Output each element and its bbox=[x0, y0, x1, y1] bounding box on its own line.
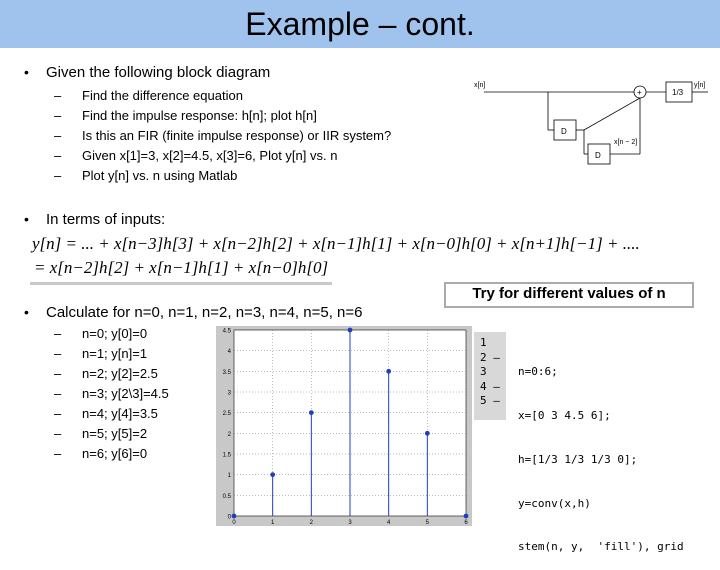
bullet-dot: • bbox=[24, 304, 29, 320]
dash: – bbox=[54, 88, 62, 103]
x-tick-label: 6 bbox=[464, 520, 468, 526]
try-callout: Try for different values of n bbox=[444, 282, 694, 308]
bullet-given-diagram: Given the following block diagram bbox=[46, 64, 271, 81]
sub-item: – Plot y[n] vs. n using Matlab bbox=[54, 166, 391, 186]
y-tick-label: 3 bbox=[227, 390, 231, 397]
sub-item: – Find the impulse response: h[n]; plot h[n] bbox=[54, 106, 391, 126]
x-tick-label: 4 bbox=[386, 520, 391, 526]
sub-list-1 bbox=[54, 86, 391, 186]
dash: – bbox=[54, 168, 62, 183]
diagram-delay2: D bbox=[595, 151, 601, 160]
stem-marker bbox=[309, 410, 314, 415]
dash: – bbox=[54, 108, 62, 123]
dash: – bbox=[54, 128, 62, 143]
sub-item: – n=0; y[0]=0 bbox=[54, 324, 169, 344]
slide-title: Example – cont. bbox=[245, 6, 475, 42]
sub-item: – n=4; y[4]=3.5 bbox=[54, 404, 169, 424]
dash: – bbox=[54, 326, 62, 341]
dash: – bbox=[54, 386, 62, 401]
y-tick-label: 4.5 bbox=[222, 328, 231, 335]
dash: – bbox=[54, 426, 62, 441]
y-tick-label: 0 bbox=[227, 514, 231, 521]
y-tick-label: 1 bbox=[227, 473, 231, 480]
sub-item: – n=2; y[2]=2.5 bbox=[54, 364, 169, 384]
equation-line2: = x[n−2]h[2] + x[n−1]h[1] + x[n−0]h[0] bbox=[30, 258, 332, 285]
stem-marker bbox=[270, 472, 275, 477]
x-tick-label: 1 bbox=[270, 520, 275, 526]
bullet-dot: • bbox=[24, 211, 29, 227]
x-tick-label: 3 bbox=[348, 520, 352, 526]
dash: – bbox=[54, 446, 62, 461]
stem-marker bbox=[464, 514, 469, 519]
sub-item: – Is this an FIR (finite impulse response) or IIR system? bbox=[54, 126, 391, 146]
line-number: 2 – bbox=[480, 350, 500, 364]
stem-marker bbox=[386, 369, 391, 374]
diagram-input: x[n] bbox=[474, 82, 486, 89]
sub-item: – n=1; y[n]=1 bbox=[54, 344, 169, 364]
dash: – bbox=[54, 406, 62, 421]
diagram-sum: + bbox=[637, 88, 642, 97]
bullet-calculate: Calculate for n=0, n=1, n=2, n=3, n=4, n=5, n=6 bbox=[46, 304, 363, 321]
line-number: 4 – bbox=[480, 379, 500, 393]
x-tick-label: 5 bbox=[425, 520, 430, 526]
x-tick-label: 2 bbox=[309, 520, 314, 526]
bullet-dot: • bbox=[24, 64, 29, 80]
y-tick-label: 2.5 bbox=[222, 411, 231, 418]
sub-item: – n=5; y[5]=2 bbox=[54, 424, 169, 444]
line-number: 1 bbox=[480, 336, 487, 349]
sub-item: – n=6; y[6]=0 bbox=[54, 444, 169, 464]
y-tick-label: 3.5 bbox=[222, 369, 231, 376]
line-number: 3 bbox=[480, 365, 487, 379]
code-line: n=0:6; bbox=[518, 365, 558, 379]
bullet-in-terms-of-inputs: In terms of inputs: bbox=[46, 211, 166, 228]
code-line: h=[1/3 1/3 1/3 0]; bbox=[518, 452, 638, 466]
sub-list-3 bbox=[54, 324, 169, 464]
stem-marker bbox=[232, 514, 237, 519]
diagram-delay1: D bbox=[561, 127, 567, 136]
diagram-output: y[n] bbox=[694, 82, 706, 89]
sub-item: – n=3; y[2\3]=4.5 bbox=[54, 384, 169, 404]
code-line: stem(n, y, 'fill'), grid bbox=[518, 540, 684, 554]
equation-line1: y[n] = ... + x[n−3]h[3] + x[n−2]h[2] + x[n−1]h[1] + x[n−0]h[0] + x[n+1]h[−1] + .... bbox=[32, 234, 640, 253]
x-tick-label: 0 bbox=[232, 520, 236, 526]
dash: – bbox=[54, 148, 62, 163]
matlab-code bbox=[518, 336, 684, 570]
diagram-tap: x[n − 2] bbox=[614, 139, 638, 146]
y-tick-label: 0.5 bbox=[222, 493, 231, 500]
dash: – bbox=[54, 366, 62, 381]
y-tick-label: 2 bbox=[227, 431, 231, 438]
diagram-gain: 1/3 bbox=[672, 88, 684, 97]
dash: – bbox=[54, 346, 62, 361]
y-tick-label: 4 bbox=[227, 349, 231, 356]
y-tick-label: 1.5 bbox=[222, 452, 231, 459]
code-line: x=[0 3 4.5 6]; bbox=[518, 408, 611, 422]
sub-item: – Given x[1]=3, x[2]=4.5, x[3]=6, Plot y[n] vs. n bbox=[54, 146, 391, 166]
stem-marker bbox=[425, 431, 430, 436]
code-line-numbers bbox=[480, 336, 500, 409]
stem-marker bbox=[348, 328, 353, 333]
sub-item: – Find the difference equation bbox=[54, 86, 391, 106]
line-number: 5 – bbox=[480, 394, 500, 408]
stem-plot bbox=[216, 326, 472, 526]
block-diagram bbox=[470, 78, 710, 180]
code-line: y=conv(x,h) bbox=[518, 496, 591, 510]
